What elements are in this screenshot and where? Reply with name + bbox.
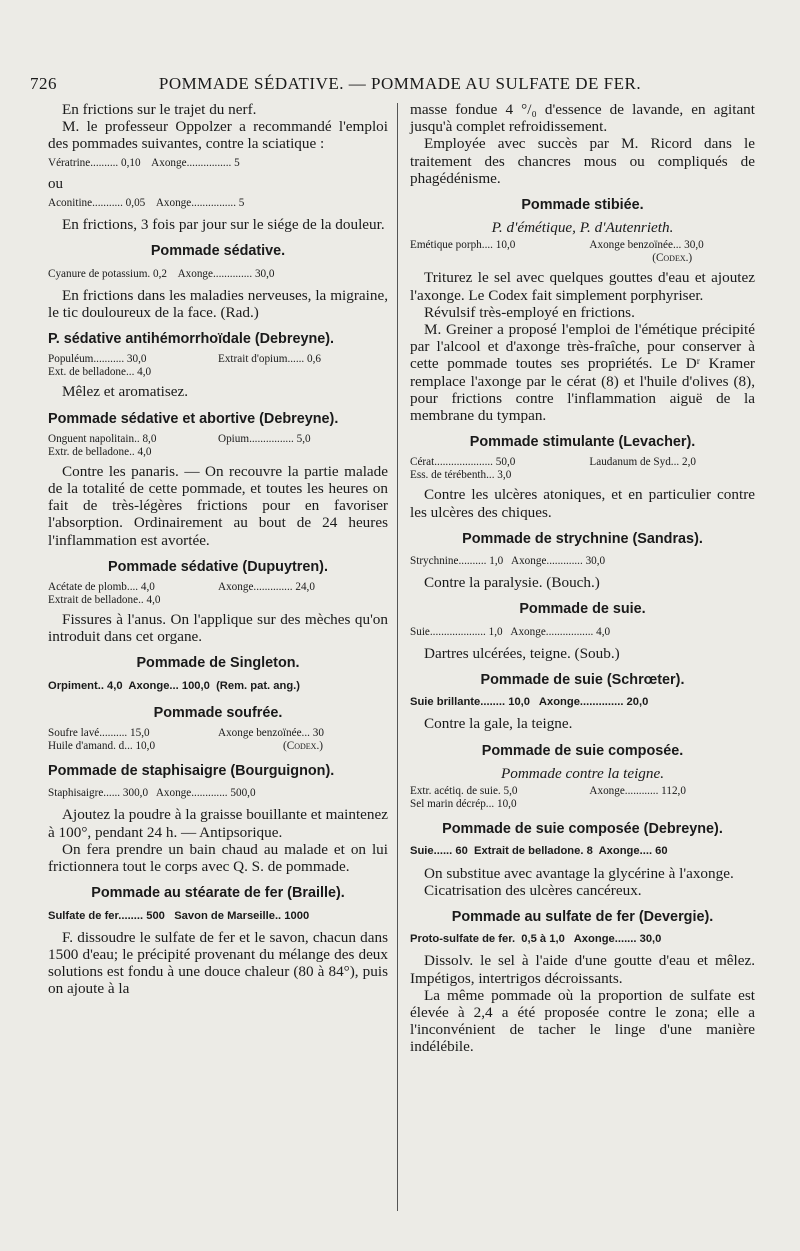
formula bbox=[48, 727, 388, 753]
formula-item: Extrait d'opium...... 0,6 bbox=[218, 353, 322, 366]
formula-item: Laudanum de Syd... 2,0 bbox=[589, 456, 696, 469]
formula-item: Extrait de belladone.. 4,0 bbox=[48, 594, 161, 607]
section-heading: Pommade de Singleton. bbox=[136, 655, 300, 672]
section-heading: P. sédative antihémorrhoïdale (Debreyne). bbox=[48, 331, 335, 348]
formula-item: (Codex.) bbox=[283, 740, 323, 753]
formula-item: Ext. de belladone... 4,0 bbox=[48, 366, 152, 379]
paragraph: masse fondue 4 °/₀ d'essence de lavande, en agitant jusqu'à complet refroidissement. bbox=[410, 101, 755, 136]
running-title: POMMADE SÉDATIVE. — POMMADE AU SULFATE DE FER. bbox=[158, 74, 642, 93]
formula-item: Opium................ 5,0 bbox=[218, 432, 311, 445]
section-heading: Pommade de staphisaigre (Bourguignon). bbox=[48, 763, 335, 780]
formula: Strychnine.......... 1,0 Axonge............. 30,0 bbox=[410, 555, 606, 568]
section-heading: Pommade sédative (Dupuytren). bbox=[108, 558, 328, 575]
formula: Suie brillante........ 10,0 Axonge.............. 20,0 bbox=[410, 696, 649, 709]
formula-item: Populéum........... 30,0 bbox=[48, 353, 147, 366]
formula-item: Huile d'amand. d... 10,0 bbox=[48, 740, 156, 753]
formula-item: Soufre lavé.......... 15,0 bbox=[48, 727, 150, 740]
connector-text: ou bbox=[48, 175, 63, 192]
formula-item: Ess. de térébenth... 3,0 bbox=[410, 469, 512, 482]
page-number: 726 bbox=[30, 74, 57, 93]
paragraph: Dissolv. le sel à l'aide d'une goutte d'eau et mêlez. Impétigos, intertrigos décroissants. bbox=[410, 952, 755, 987]
formula-item: Extr. de belladone.. 4,0 bbox=[48, 445, 152, 458]
paragraph: Contre les panaris. — On recouvre la partie malade de la totalité de cette pommade, et toutes les heures on fait de très-légères frictions pour en favoriser l'absorption. Ordinairement au bout de 24 heures l'inflammation est avortée. bbox=[48, 462, 388, 549]
formula-item: Sel marin décrép... 10,0 bbox=[410, 798, 517, 811]
paragraph: Contre la paralysie. (Bouch.) bbox=[424, 574, 600, 592]
formula: Orpiment.. 4,0 Axonge... 100,0 (Rem. pat. ang.) bbox=[48, 679, 300, 692]
section-subtitle: P. d'émétique, P. d'Autenrieth. bbox=[491, 219, 674, 237]
formula: Suie...... 60 Extrait de belladone. 8 Axonge.... 60 bbox=[410, 845, 668, 858]
column-divider bbox=[397, 103, 398, 1211]
paragraph: Fissures à l'anus. On l'applique sur des mèches qu'on introduit dans cet organe. bbox=[48, 611, 388, 646]
formula bbox=[48, 581, 388, 607]
section-heading: Pommade au stéarate de fer (Braille). bbox=[91, 885, 345, 902]
formula: Staphisaigre...... 300,0 Axonge............. 500,0 bbox=[48, 787, 256, 800]
paragraph: M. Greiner a proposé l'emploi de l'émétique précipité par l'alcool et d'axonge très-fraîche, pour conserver à cette pommade toutes ses propriétés. Le Dʳ Kramer remplace l'axonge par le cérat (8) et l'huile d'olives (8), pour frictions contre l'inflammation aiguë de la membrane du tympan. bbox=[410, 321, 755, 425]
section-heading: Pommade stibiée. bbox=[521, 197, 644, 214]
right-column bbox=[410, 101, 755, 1056]
section-heading: Pommade de suie (Schrœter). bbox=[480, 672, 685, 689]
formula bbox=[410, 456, 755, 482]
formula-item: Extr. acétiq. de suie. 5,0 bbox=[410, 785, 518, 798]
formula bbox=[410, 785, 755, 811]
formula: Sulfate de fer........ 500 Savon de Marseille.. 1000 bbox=[48, 909, 310, 922]
formula: Suie.................... 1,0 Axonge................. 4,0 bbox=[410, 625, 611, 638]
paragraph: F. dissoudre le sulfate de fer et le savon, chacun dans 1500 d'eau; le précipité provenant du mélange des deux solutions est fondu à une douce chaleur (80 à 84°), puis on ajoute à la bbox=[48, 928, 388, 998]
formula-item: Axonge benzoïnée... 30 bbox=[218, 727, 324, 740]
paragraph: On fera prendre un bain chaud au malade et on lui frictionnera tout le corps avec Q. S. de pommade. bbox=[48, 840, 388, 876]
formula-item: Emétique porph.... 10,0 bbox=[410, 239, 516, 252]
paragraph: En frictions, 3 fois par jour sur le siége de la douleur. bbox=[62, 216, 385, 234]
formula-item: Axonge.............. 24,0 bbox=[218, 581, 315, 594]
section-heading: Pommade stimulante (Levacher). bbox=[469, 434, 696, 451]
paragraph: Mêlez et aromatisez. bbox=[62, 383, 189, 401]
paragraph: Contre les ulcères atoniques, et en particulier contre les ulcères des chiques. bbox=[410, 486, 755, 521]
section-heading: Pommade sédative. bbox=[150, 243, 286, 260]
formula-item: Onguent napolitain.. 8,0 bbox=[48, 432, 157, 445]
formula: Vératrine.......... 0,10 Axonge................ 5 bbox=[48, 156, 240, 169]
formula-item: Cérat..................... 50,0 bbox=[410, 456, 516, 469]
left-column bbox=[48, 101, 388, 998]
section-heading: Pommade de suie composée (Debreyne). bbox=[442, 821, 723, 838]
formula-item: Acétate de plomb.... 4,0 bbox=[48, 581, 155, 594]
formula: Proto-sulfate de fer. 0,5 à 1,0 Axonge....... 30,0 bbox=[410, 933, 662, 946]
section-heading: Pommade de suie. bbox=[519, 601, 646, 618]
formula-item: Axonge benzoïnée... 30,0 bbox=[589, 239, 704, 252]
paragraph: Cicatrisation des ulcères cancéreux. bbox=[424, 881, 642, 899]
section-heading: Pommade de suie composée. bbox=[481, 742, 684, 759]
paragraph: Triturez le sel avec quelques gouttes d'eau et ajoutez l'axonge. Le Codex fait simplement porphyriser. bbox=[410, 269, 755, 304]
section-heading: Pommade soufrée. bbox=[153, 704, 283, 721]
formula bbox=[48, 433, 388, 459]
section-heading: Pommade au sulfate de fer (Devergie). bbox=[451, 908, 714, 925]
formula bbox=[410, 239, 755, 265]
paragraph: La même pommade où la proportion de sulfate est élevée à 2,4 a été proposée contre le zona; elle a l'inconvénient de tacher le linge d'une manière indélébile. bbox=[410, 986, 755, 1056]
paragraph: Ajoutez la poudre à la graisse bouillante et maintenez à 100°, pendant 24 h. — Antipsorique. bbox=[48, 806, 388, 841]
formula: Cyanure de potassium. 0,2 Axonge.............. 30,0 bbox=[48, 267, 275, 280]
paragraph: Employée avec succès par M. Ricord dans le traitement des chancres mous ou compliqués de phagédénisme. bbox=[410, 135, 755, 187]
paragraph: Révulsif très-employé en frictions. bbox=[424, 303, 635, 321]
formula bbox=[48, 353, 388, 379]
paragraph: En frictions dans les maladies nerveuses, la migraine, le tic douloureux de la face. (Rad.) bbox=[48, 286, 388, 322]
formula: Aconitine........... 0,05 Axonge................ 5 bbox=[48, 197, 245, 210]
formula-item: Axonge............ 112,0 bbox=[589, 785, 686, 798]
paragraph: Contre la gale, la teigne. bbox=[424, 715, 573, 733]
paragraph: En frictions sur le trajet du nerf. bbox=[62, 101, 257, 118]
formula-item: (Codex.) bbox=[652, 252, 693, 265]
paragraph: On substitue avec avantage la glycérine à l'axonge. bbox=[424, 864, 734, 882]
paragraph: M. le professeur Oppolzer a recommandé l'emploi des pommades suivantes, contre la sciatique : bbox=[48, 118, 388, 153]
section-heading: Pommade de strychnine (Sandras). bbox=[462, 530, 703, 547]
paragraph: Dartres ulcérées, teigne. (Soub.) bbox=[424, 644, 620, 662]
section-subtitle: Pommade contre la teigne. bbox=[500, 764, 665, 782]
section-heading: Pommade sédative et abortive (Debreyne). bbox=[48, 410, 339, 427]
